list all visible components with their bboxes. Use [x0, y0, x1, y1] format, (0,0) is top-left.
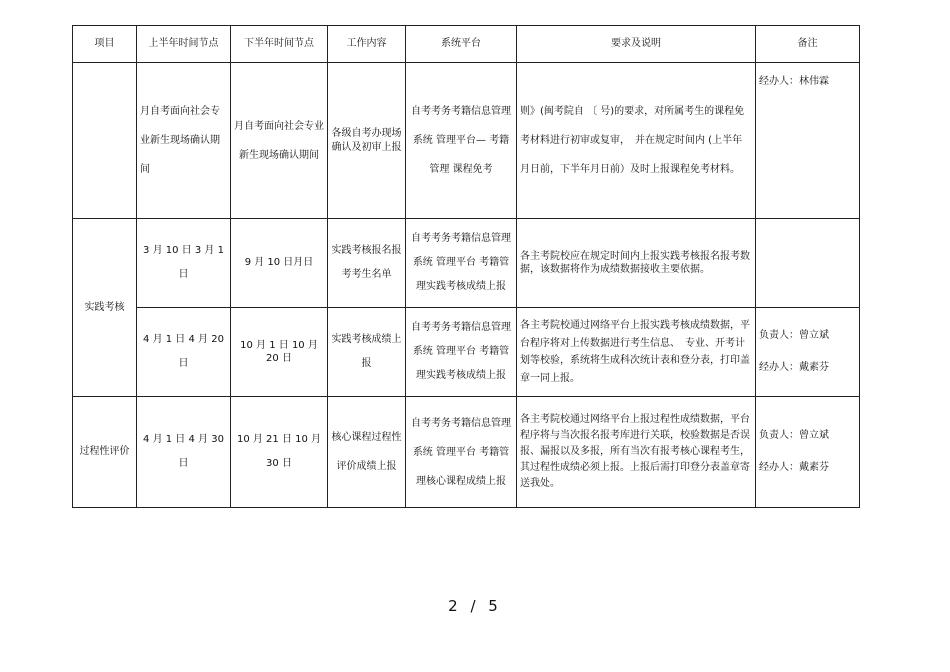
work-cell: 实践考核成绩上报 [328, 308, 406, 397]
first-half-cell: 3 月 10 日 3 月 1 日 [137, 219, 231, 308]
notes-line: 经办人：戴素芬 [759, 362, 829, 373]
requirements-cell: 各主考院校通过网络平台上报实践考核成绩数据，平台程序将对上传数据进行考生信息、 专业、开考计划等校验，系统将生成科次统计表和登分表，打印盖章一同上报。 [517, 308, 756, 397]
first-half-cell: 4 月 1 日 4 月 30 日 [137, 397, 231, 508]
schedule-table [72, 25, 860, 508]
requirements-cell: 各主考院校应在规定时间内上报实践考核报名报考数据，该数据将作为成绩数据接收主要依据。 [517, 219, 756, 308]
requirements-cell: 则》(闽考院自 〔 号)的要求，对所属考生的课程免考材料进行初审或复审， 并在规定时间内 (上半年月日前，下半年月日前）及时上报课程免考材料。 [517, 63, 756, 219]
work-cell: 各级自考办现场确认及初审上报 [328, 63, 406, 219]
notes-line: 经办人：林伟霖 [759, 76, 829, 87]
notes-line: 经办人：戴素芬 [759, 462, 829, 473]
notes-cell [756, 63, 860, 219]
header-platform: 系统平台 [406, 26, 517, 63]
platform-cell: 自考考务考籍信息管理系统 管理平台 考籍管理实践考核成绩上报 [406, 308, 517, 397]
work-cell: 核心课程过程性评价成绩上报 [328, 397, 406, 508]
table-row [73, 397, 860, 508]
item-cell [73, 63, 137, 219]
second-half-cell: 月自考面向社会专业新生现场确认期间 [231, 63, 328, 219]
header-requirements: 要求及说明 [517, 26, 756, 63]
header-notes: 备注 [756, 26, 860, 63]
platform-cell: 自考考务考籍信息管理系统 管理平台 考籍管理实践考核成绩上报 [406, 219, 517, 308]
item-cell: 过程性评价 [73, 397, 137, 508]
header-work: 工作内容 [328, 26, 406, 63]
first-half-cell: 4 月 1 日 4 月 20 日 [137, 308, 231, 397]
header-first-half: 上半年时间节点 [137, 26, 231, 63]
platform-cell: 自考考务考籍信息管理系统 管理平台 考籍管理核心课程成绩上报 [406, 397, 517, 508]
notes-line: 负责人：曾立斌 [759, 330, 829, 341]
second-half-cell: 10 月 1 日 10 月 20 日 [231, 308, 328, 397]
platform-cell: 自考考务考籍信息管理系统 管理平台— 考籍管理 课程免考 [406, 63, 517, 219]
work-cell: 实践考核报名报考考生名单 [328, 219, 406, 308]
table-row [73, 63, 860, 219]
header-item: 项目 [73, 26, 137, 63]
header-second-half: 下半年时间节点 [231, 26, 328, 63]
notes-cell [756, 308, 860, 397]
table-row [73, 308, 860, 397]
notes-cell [756, 219, 860, 308]
notes-cell [756, 397, 860, 508]
requirements-cell: 各主考院校通过网络平台上报过程性成绩数据，平台程序将与当次报名报考库进行关联，校验数据是否误报、漏报以及多报，所有当次有报考核心课程考生，其过程性成绩必须上报。上报后需打印登分表盖章寄送我处。 [517, 397, 756, 508]
notes-line: 负责人：曾立斌 [759, 430, 829, 441]
second-half-cell: 9 月 10 日月日 [231, 219, 328, 308]
page-number: 2 / 5 [448, 597, 502, 615]
item-cell: 实践考核 [73, 219, 137, 397]
first-half-cell: 月自考面向社会专业新生现场确认期间 [137, 63, 231, 219]
header-row [73, 26, 860, 63]
second-half-cell: 10 月 21 日 10 月 30 日 [231, 397, 328, 508]
table-row [73, 219, 860, 308]
